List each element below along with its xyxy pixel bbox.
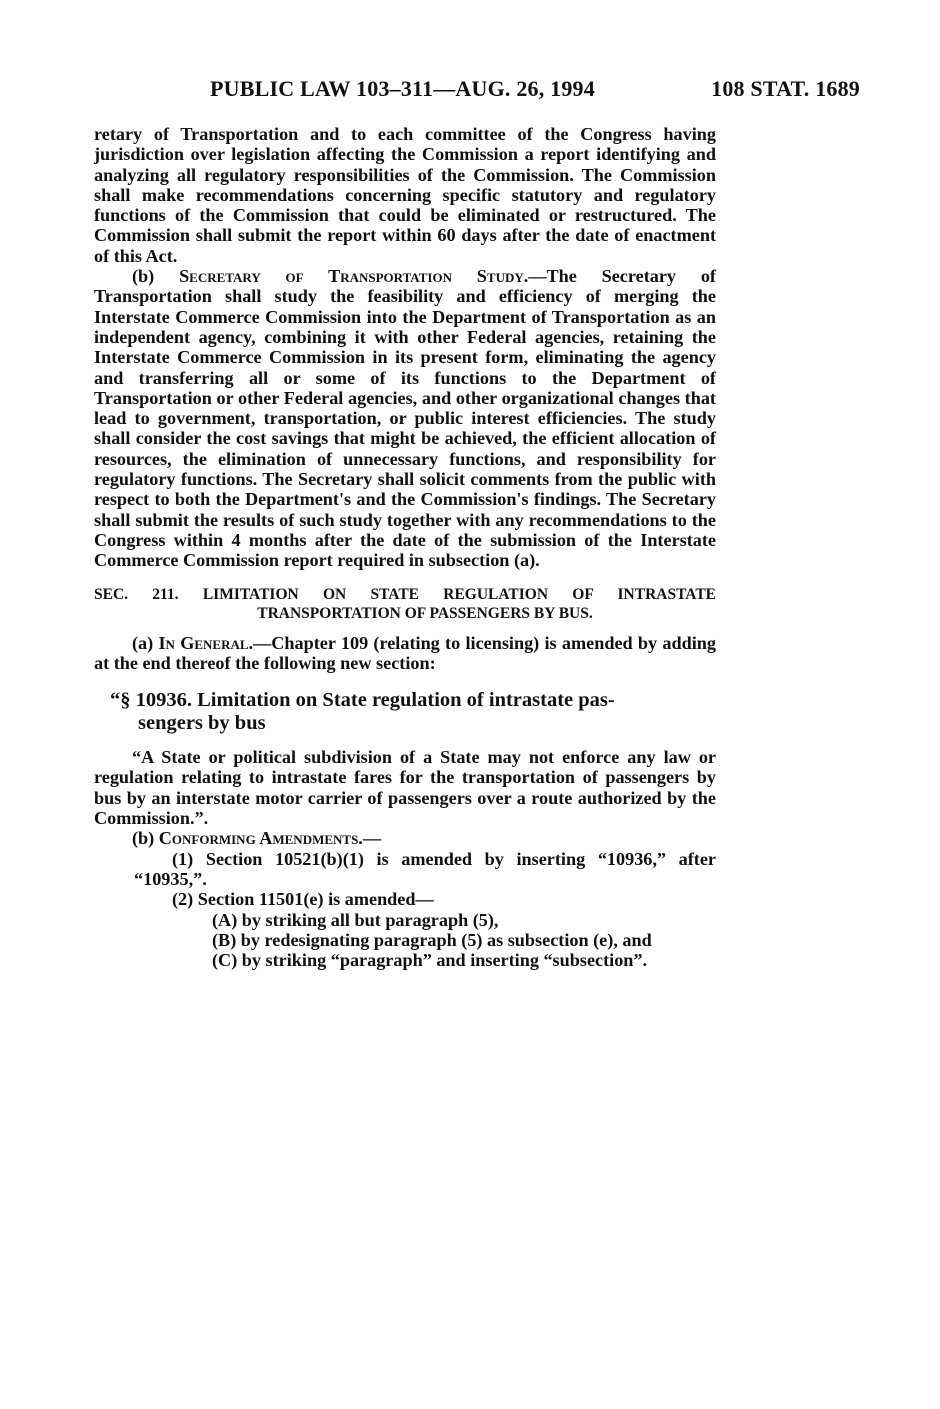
section-10936-heading-line2: sengers by bus [138, 712, 266, 735]
subsection-a-general [94, 633, 716, 674]
subsection-b-text: —The Secretary of Transportation shall study the feasibility and efficiency of merging the Interstate Commerce Commission into the Department of Transportation as an independent agency, combining it with other Federal agencies, retaining the Interstate Commerce Commission in its present form, eliminating the agency and transferring all or some of its functions to the Department of Transportation or other Federal agencies, and other organizational changes that lead to government, transportation, or public interest efficiencies. The study shall consider the cost savings that might be achieved, the efficient allocation of resources, the elimination of unnecessary functions, and responsibility for regulatory functions. The Secretary shall solicit comments from the public with respect to both the Department's and the Commission's findings. The Secretary shall submit the results of such study together with any recommendations to the Congress within 4 months after the date of the submission of the Interstate Commerce Commission report required in subsection (a). [94, 266, 716, 571]
subparagraph-c: (C) by striking “paragraph” and inserting “subsection”. [212, 950, 648, 971]
section-211-heading-line1: SEC. 211. LIMITATION ON STATE REGULATION OF INTRASTATE [94, 585, 716, 603]
paragraph-continuation: retary of Transportation and to each committee of the Congress having jurisdiction over legislation affecting the Commission a report identifying and analyzing all regulatory responsibilities of the Commission. The Commission shall make recommendations concerning specific statutory and regulatory functions of the Commission that could be eliminated or restructured. The Commission shall submit the report within 60 days after the date of enactment of this Act. [94, 124, 716, 266]
subsection-a-label: (a) [132, 632, 159, 653]
subsection-b2-heading: Conforming Amendments. [158, 828, 363, 849]
subsection-b2-label: (b) [132, 828, 159, 849]
subsection-b-conforming [94, 828, 716, 848]
subsection-b-heading: Secretary of Transportation Study. [179, 266, 529, 287]
subsection-b-label: (b) [132, 266, 180, 287]
subsection-a-text: —Chapter 109 (relating to licensing) is amended by adding at the end thereof the following new section: [94, 632, 716, 673]
subsection-b2-dash: — [362, 828, 382, 849]
paragraph-1: (1) Section 10521(b)(1) is amended by inserting “10936,” after “10935,”. [134, 848, 716, 889]
section-10936-heading-line1: “§ 10936. Limitation on State regulation of intrastate pas- [110, 689, 615, 712]
paragraph-2: (2) Section 11501(e) is amended— [172, 889, 434, 910]
header-law-citation: PUBLIC LAW 103–311—AUG. 26, 1994 [210, 76, 595, 101]
subsection-a-heading: In General. [158, 632, 254, 653]
subsection-b-study [94, 266, 716, 570]
body-text [94, 124, 716, 970]
header-stat-page: 108 STAT. 1689 [711, 76, 860, 101]
section-211-heading-line2: TRANSPORTATION OF PASSENGERS BY BUS. [257, 604, 593, 622]
quoted-section-text: “A State or political subdivision of a State may not enforce any law or regulation relating to intrastate fares for the transportation of passengers by bus by an interstate motor carrier of passengers over a route authorized by the Commission.”. [94, 747, 716, 829]
subparagraph-b: (B) by redesignating paragraph (5) as subsection (e), and [212, 929, 652, 950]
subparagraph-a: (A) by striking all but paragraph (5), [212, 909, 499, 930]
